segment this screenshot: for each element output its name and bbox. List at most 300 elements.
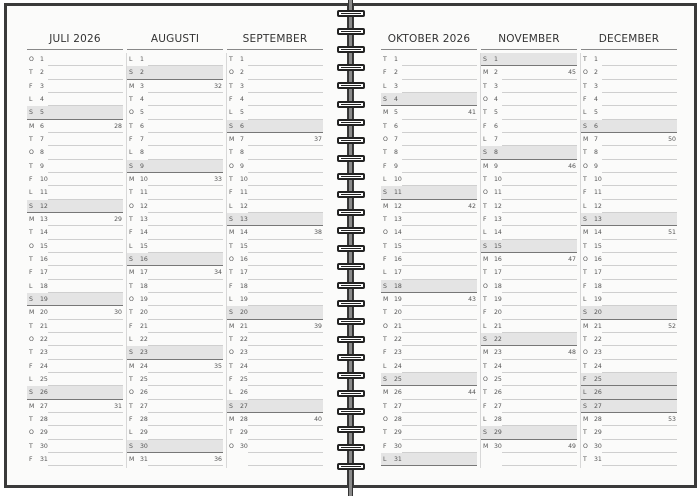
day-row[interactable]: [127, 453, 223, 466]
spiral-ring-icon: [337, 173, 365, 180]
weekday-letter: S: [583, 402, 587, 410]
day-row[interactable]: [481, 360, 577, 373]
day-row[interactable]: [581, 440, 677, 453]
day-row[interactable]: [127, 226, 223, 239]
day-row[interactable]: [581, 280, 677, 293]
day-number: 23: [494, 349, 502, 357]
day-number: 2: [240, 69, 244, 77]
day-row[interactable]: [127, 413, 223, 426]
day-number: 19: [394, 295, 402, 303]
day-row[interactable]: [381, 53, 477, 66]
day-row[interactable]: [481, 306, 577, 319]
day-row[interactable]: [481, 226, 577, 239]
month-title: NOVEMBER: [498, 33, 560, 45]
weekday-letter: T: [583, 429, 587, 437]
day-row[interactable]: [481, 440, 577, 453]
day-row[interactable]: [127, 240, 223, 253]
day-row[interactable]: [127, 373, 223, 386]
day-row[interactable]: [481, 386, 577, 399]
day-row[interactable]: [227, 266, 323, 279]
day-row[interactable]: [581, 146, 677, 159]
day-row[interactable]: [381, 413, 477, 426]
day-row[interactable]: [381, 386, 477, 399]
day-row-holiday[interactable]: [227, 213, 323, 226]
weekday-letter: S: [29, 202, 33, 210]
day-row-holiday[interactable]: [381, 186, 477, 199]
day-row[interactable]: [227, 93, 323, 106]
day-row[interactable]: [227, 453, 323, 466]
day-row[interactable]: [581, 66, 677, 79]
day-row-holiday[interactable]: [481, 53, 577, 66]
day-row[interactable]: [581, 160, 677, 173]
day-row-holiday[interactable]: [581, 213, 677, 226]
day-number: 23: [594, 349, 602, 357]
day-number: 12: [494, 202, 502, 210]
day-number: 21: [394, 322, 402, 330]
day-number: 28: [40, 415, 48, 423]
day-number: 8: [394, 149, 398, 157]
day-row[interactable]: [481, 280, 577, 293]
spiral-ring-icon: [337, 245, 365, 252]
day-row[interactable]: [481, 106, 577, 119]
day-row[interactable]: [127, 280, 223, 293]
day-row[interactable]: [381, 80, 477, 93]
week-number: 50: [668, 135, 676, 143]
day-row[interactable]: [481, 160, 577, 173]
weekday-letter: M: [483, 442, 489, 450]
day-row[interactable]: [381, 293, 477, 306]
day-number: 24: [140, 362, 148, 370]
day-row[interactable]: [581, 226, 677, 239]
day-row[interactable]: [27, 146, 123, 159]
day-number: 31: [40, 455, 48, 463]
day-row[interactable]: [381, 306, 477, 319]
day-row[interactable]: [581, 253, 677, 266]
weekday-letter: T: [583, 56, 587, 63]
day-number: 10: [140, 175, 148, 183]
day-row[interactable]: [227, 173, 323, 186]
day-row-holiday[interactable]: [227, 306, 323, 319]
day-row[interactable]: [381, 226, 477, 239]
month-title-rule: [381, 49, 477, 50]
day-row[interactable]: [481, 120, 577, 133]
day-row[interactable]: [27, 320, 123, 333]
day-row[interactable]: [581, 200, 677, 213]
day-number: 9: [394, 162, 398, 170]
day-row-holiday[interactable]: [481, 240, 577, 253]
day-row[interactable]: [581, 413, 677, 426]
day-row-holiday[interactable]: [581, 400, 677, 413]
day-row[interactable]: [381, 160, 477, 173]
weekday-letter: O: [383, 135, 388, 143]
day-row[interactable]: [227, 333, 323, 346]
day-row[interactable]: [481, 293, 577, 306]
day-row[interactable]: [27, 226, 123, 239]
day-row-holiday[interactable]: [581, 306, 677, 319]
day-row[interactable]: [127, 306, 223, 319]
day-row[interactable]: [481, 186, 577, 199]
weekday-letter: T: [383, 242, 387, 250]
day-number: 10: [494, 175, 502, 183]
day-row-holiday[interactable]: [127, 346, 223, 359]
day-row[interactable]: [581, 106, 677, 119]
day-number: 23: [240, 349, 248, 357]
day-row-holiday[interactable]: [127, 160, 223, 173]
weekday-letter: T: [229, 335, 233, 343]
weekday-letter: T: [229, 269, 233, 277]
writing-line: [602, 465, 677, 466]
day-number: 11: [140, 189, 148, 197]
day-row[interactable]: [481, 80, 577, 93]
weekday-letter: S: [583, 309, 587, 317]
day-number: 4: [240, 95, 244, 103]
day-row[interactable]: [227, 226, 323, 239]
day-row[interactable]: [381, 200, 477, 213]
day-number: 1: [140, 56, 144, 63]
day-row[interactable]: [127, 360, 223, 373]
day-row-holiday[interactable]: [581, 373, 677, 386]
day-number: 28: [394, 415, 402, 423]
weekday-letter: O: [129, 109, 134, 117]
day-row[interactable]: [381, 240, 477, 253]
day-row-holiday[interactable]: [481, 333, 577, 346]
day-number: 12: [240, 202, 248, 210]
weekday-letter: F: [583, 375, 587, 383]
weekday-letter: M: [583, 415, 589, 423]
day-row[interactable]: [381, 120, 477, 133]
day-row[interactable]: [27, 186, 123, 199]
day-row[interactable]: [581, 293, 677, 306]
day-row[interactable]: [381, 146, 477, 159]
day-row[interactable]: [381, 333, 477, 346]
weekday-letter: F: [229, 282, 233, 290]
day-row[interactable]: [27, 346, 123, 359]
day-row-holiday[interactable]: [27, 386, 123, 399]
day-row[interactable]: [227, 146, 323, 159]
day-row[interactable]: [127, 106, 223, 119]
day-row[interactable]: [481, 253, 577, 266]
day-row[interactable]: [227, 413, 323, 426]
day-number: 29: [240, 429, 248, 437]
day-row[interactable]: [481, 66, 577, 79]
day-row[interactable]: [227, 346, 323, 359]
weekday-letter: L: [129, 335, 133, 343]
day-row[interactable]: [27, 160, 123, 173]
day-row[interactable]: [127, 426, 223, 439]
day-row[interactable]: [27, 173, 123, 186]
day-number: 17: [594, 269, 602, 277]
day-number: 11: [594, 189, 602, 197]
day-row[interactable]: [381, 346, 477, 359]
day-row[interactable]: [481, 400, 577, 413]
day-row[interactable]: [481, 346, 577, 359]
day-row[interactable]: [581, 133, 677, 146]
day-row[interactable]: [381, 173, 477, 186]
weekday-letter: S: [583, 215, 587, 223]
day-row[interactable]: [227, 373, 323, 386]
day-row[interactable]: [581, 346, 677, 359]
day-row[interactable]: [227, 426, 323, 439]
day-row[interactable]: [227, 106, 323, 119]
day-row[interactable]: [581, 173, 677, 186]
day-row[interactable]: [27, 213, 123, 226]
weekday-letter: T: [29, 162, 33, 170]
day-row[interactable]: [127, 333, 223, 346]
weekday-letter: F: [29, 362, 33, 370]
day-row[interactable]: [127, 386, 223, 399]
day-row[interactable]: [27, 413, 123, 426]
day-row[interactable]: [127, 93, 223, 106]
day-number: 1: [240, 56, 244, 63]
day-number: 16: [594, 255, 602, 263]
day-row[interactable]: [227, 386, 323, 399]
day-row[interactable]: [381, 266, 477, 279]
weekday-letter: F: [129, 415, 133, 423]
weekday-letter: M: [483, 69, 489, 77]
weekday-letter: S: [383, 375, 387, 383]
day-row[interactable]: [127, 213, 223, 226]
day-row[interactable]: [227, 293, 323, 306]
week-number: 36: [214, 455, 222, 463]
day-row[interactable]: [227, 440, 323, 453]
day-row[interactable]: [227, 253, 323, 266]
day-number: 18: [594, 282, 602, 290]
day-row[interactable]: [27, 120, 123, 133]
day-row-holiday[interactable]: [381, 373, 477, 386]
weekday-letter: O: [29, 56, 34, 63]
day-row[interactable]: [481, 373, 577, 386]
month-column: [381, 33, 477, 466]
day-row[interactable]: [381, 360, 477, 373]
weekday-letter: L: [383, 82, 387, 90]
day-number: 6: [594, 122, 598, 130]
weekday-letter: M: [129, 175, 135, 183]
day-row[interactable]: [381, 440, 477, 453]
day-number: 30: [240, 442, 248, 450]
day-row[interactable]: [127, 80, 223, 93]
day-row[interactable]: [581, 80, 677, 93]
day-number: 26: [240, 389, 248, 397]
day-row[interactable]: [127, 146, 223, 159]
day-row[interactable]: [481, 133, 577, 146]
weekday-letter: L: [29, 189, 33, 197]
day-row-holiday[interactable]: [227, 120, 323, 133]
day-row[interactable]: [581, 240, 677, 253]
day-row[interactable]: [581, 426, 677, 439]
day-number: 19: [240, 295, 248, 303]
day-row[interactable]: [27, 426, 123, 439]
day-row[interactable]: [381, 400, 477, 413]
day-number: 25: [394, 375, 402, 383]
day-row[interactable]: [127, 320, 223, 333]
spiral-ring-icon: [337, 318, 365, 325]
day-number: 1: [394, 56, 398, 63]
day-row[interactable]: [27, 400, 123, 413]
weekday-letter: T: [29, 69, 33, 77]
spiral-ring-icon: [337, 372, 365, 379]
day-row-holiday[interactable]: [381, 280, 477, 293]
day-row-holiday[interactable]: [381, 453, 477, 466]
day-row[interactable]: [581, 333, 677, 346]
weekday-letter: T: [129, 189, 133, 197]
day-row[interactable]: [27, 66, 123, 79]
day-row-holiday[interactable]: [481, 426, 577, 439]
day-row-holiday[interactable]: [481, 146, 577, 159]
day-row[interactable]: [127, 186, 223, 199]
day-row-holiday[interactable]: [27, 200, 123, 213]
day-row-holiday[interactable]: [227, 400, 323, 413]
day-row[interactable]: [227, 160, 323, 173]
day-row[interactable]: [27, 53, 123, 66]
day-row[interactable]: [127, 200, 223, 213]
day-row[interactable]: [27, 93, 123, 106]
day-row[interactable]: [27, 253, 123, 266]
weekday-letter: M: [383, 109, 389, 117]
day-row[interactable]: [127, 266, 223, 279]
day-number: 13: [40, 215, 48, 223]
day-number: 22: [140, 335, 148, 343]
day-number: 29: [394, 429, 402, 437]
spiral-ring-icon: [337, 46, 365, 53]
week-number: 52: [668, 322, 676, 330]
day-row[interactable]: [581, 360, 677, 373]
day-row[interactable]: [381, 320, 477, 333]
day-row-holiday[interactable]: [127, 66, 223, 79]
weekday-letter: L: [229, 202, 233, 210]
day-row[interactable]: [27, 240, 123, 253]
weekday-letter: T: [483, 175, 487, 183]
day-number: 12: [394, 202, 402, 210]
day-number: 5: [40, 109, 44, 117]
day-row[interactable]: [481, 266, 577, 279]
weekday-letter: O: [29, 149, 34, 157]
day-row[interactable]: [127, 293, 223, 306]
day-row[interactable]: [27, 80, 123, 93]
weekday-letter: T: [229, 242, 233, 250]
day-row[interactable]: [227, 53, 323, 66]
day-number: 24: [594, 362, 602, 370]
day-row[interactable]: [227, 80, 323, 93]
day-number: 14: [140, 229, 148, 237]
day-row-holiday[interactable]: [127, 253, 223, 266]
day-row[interactable]: [381, 213, 477, 226]
day-row[interactable]: [227, 200, 323, 213]
weekday-letter: L: [229, 109, 233, 117]
day-number: 15: [394, 242, 402, 250]
month-column: [481, 33, 577, 466]
day-number: 4: [394, 95, 398, 103]
day-number: 15: [240, 242, 248, 250]
day-row-holiday[interactable]: [581, 386, 677, 399]
day-number: 25: [40, 375, 48, 383]
day-row[interactable]: [27, 373, 123, 386]
day-number: 27: [140, 402, 148, 410]
day-row[interactable]: [227, 320, 323, 333]
day-row[interactable]: [481, 173, 577, 186]
day-row[interactable]: [481, 320, 577, 333]
day-row-holiday[interactable]: [381, 93, 477, 106]
day-row[interactable]: [581, 453, 677, 466]
day-row[interactable]: [581, 266, 677, 279]
day-row[interactable]: [227, 133, 323, 146]
weekday-letter: M: [583, 322, 589, 330]
day-row[interactable]: [381, 66, 477, 79]
day-row[interactable]: [481, 453, 577, 466]
day-row[interactable]: [27, 453, 123, 466]
day-row[interactable]: [581, 93, 677, 106]
day-row-holiday[interactable]: [581, 120, 677, 133]
day-row[interactable]: [381, 253, 477, 266]
day-row-holiday[interactable]: [27, 293, 123, 306]
day-row[interactable]: [381, 426, 477, 439]
day-row[interactable]: [27, 440, 123, 453]
day-row[interactable]: [127, 400, 223, 413]
weekday-letter: F: [29, 82, 33, 90]
spiral-ring-icon: [337, 101, 365, 108]
weekday-letter: T: [29, 415, 33, 423]
weekday-letter: O: [483, 282, 488, 290]
day-row[interactable]: [127, 120, 223, 133]
day-number: 3: [140, 82, 144, 90]
day-number: 10: [594, 175, 602, 183]
weekday-letter: T: [29, 322, 33, 330]
day-row[interactable]: [227, 240, 323, 253]
day-row[interactable]: [127, 133, 223, 146]
day-row[interactable]: [227, 360, 323, 373]
week-number: 28: [114, 122, 122, 130]
day-row[interactable]: [481, 200, 577, 213]
weekday-letter: T: [483, 389, 487, 397]
weekday-letter: S: [229, 309, 233, 317]
day-row[interactable]: [581, 53, 677, 66]
day-row[interactable]: [581, 320, 677, 333]
day-row[interactable]: [581, 186, 677, 199]
day-row[interactable]: [481, 93, 577, 106]
day-row[interactable]: [27, 133, 123, 146]
day-row[interactable]: [381, 106, 477, 119]
day-row[interactable]: [481, 213, 577, 226]
day-row[interactable]: [127, 53, 223, 66]
day-number: 24: [494, 362, 502, 370]
day-number: 27: [240, 402, 248, 410]
day-number: 17: [494, 269, 502, 277]
day-row[interactable]: [27, 280, 123, 293]
day-number: 21: [494, 322, 502, 330]
week-number: 42: [468, 202, 476, 210]
weekday-letter: F: [229, 375, 233, 383]
day-row[interactable]: [127, 173, 223, 186]
day-row[interactable]: [381, 133, 477, 146]
day-row[interactable]: [227, 280, 323, 293]
day-row[interactable]: [481, 413, 577, 426]
weekday-letter: L: [583, 295, 587, 303]
weekday-letter: M: [29, 309, 35, 317]
spiral-ring-icon: [337, 137, 365, 144]
day-row[interactable]: [27, 333, 123, 346]
day-number: 22: [240, 335, 248, 343]
day-row[interactable]: [27, 266, 123, 279]
spiral-ring-icon: [337, 354, 365, 361]
weekday-letter: T: [583, 269, 587, 277]
day-row-holiday[interactable]: [127, 440, 223, 453]
day-row[interactable]: [227, 66, 323, 79]
day-number: 2: [494, 69, 498, 77]
day-row[interactable]: [227, 186, 323, 199]
day-row-holiday[interactable]: [27, 106, 123, 119]
day-row[interactable]: [27, 360, 123, 373]
weekday-letter: O: [583, 69, 588, 77]
day-row[interactable]: [27, 306, 123, 319]
